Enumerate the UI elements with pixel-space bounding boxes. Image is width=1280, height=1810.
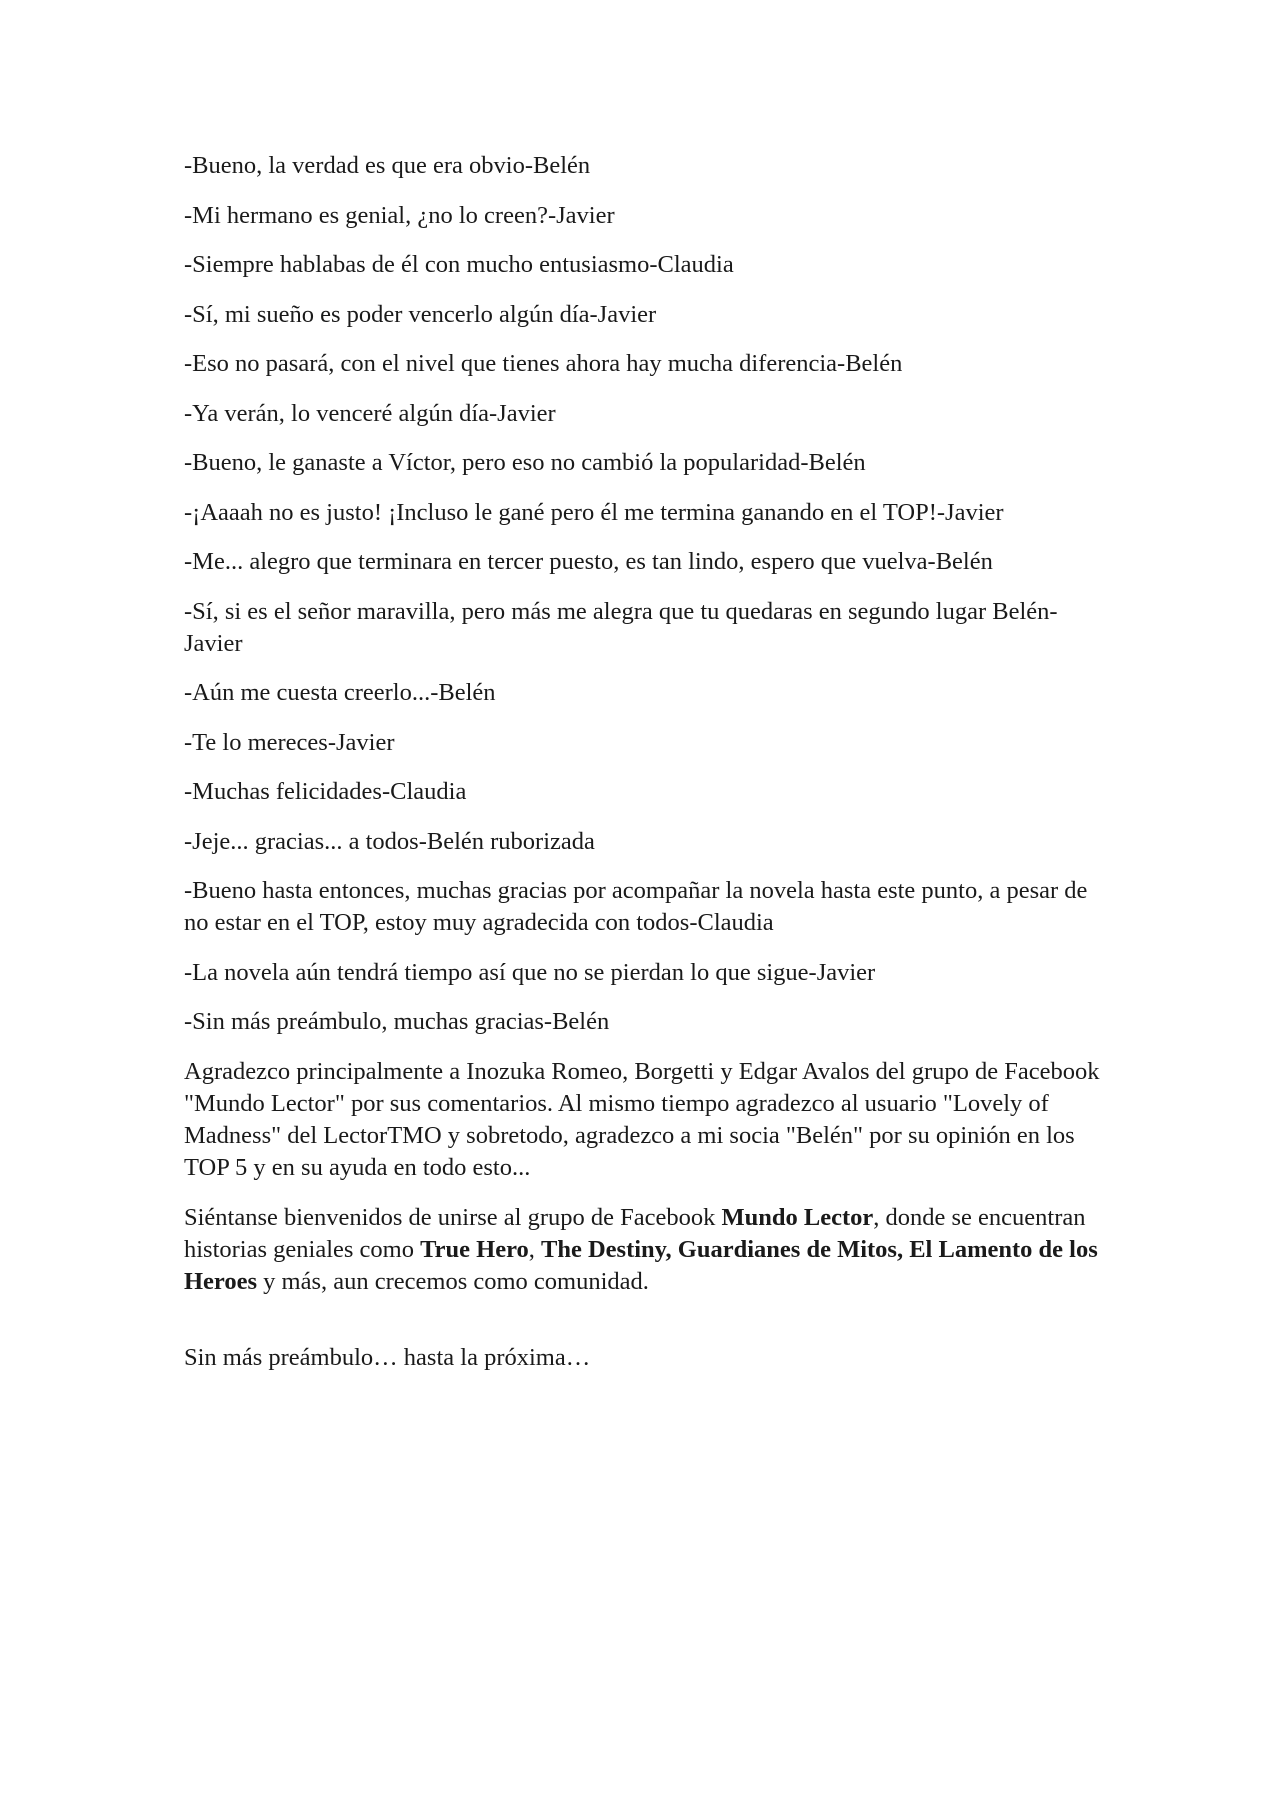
invitation-text: y más, aun crecemos como comunidad. (257, 1267, 649, 1295)
dialogue-line: -Eso no pasará, con el nivel que tienes ahora hay mucha diferencia-Belén (184, 350, 903, 377)
acknowledgement-paragraph: Agradezco principalmente a Inozuka Romeo, Borgetti y Edgar Avalos del grupo de Facebook "Mundo Lector" por sus comentarios. Al mismo tiempo agradezco al usuario "Lovely of Madness" del LectorTMO y sobretodo, agradezco a mi socia "Belén" por su opinión en los TOP 5 y en su ayuda en todo esto... (184, 1057, 1100, 1181)
dialogue-line: -Aún me cuesta creerlo...-Belén (184, 679, 496, 706)
group-name: Mundo Lector (721, 1203, 874, 1231)
dialogue-line: -Me... alegro que terminara en tercer puesto, es tan lindo, espero que vuelva-Belén (184, 548, 993, 575)
dialogue-section (184, 150, 1114, 1038)
dialogue-line: -Bueno hasta entonces, muchas gracias por acompañar la novela hasta este punto, a pesar de no estar en el TOP, estoy muy agradecida con todos-Claudia (184, 877, 1088, 936)
invitation-text: , (528, 1235, 541, 1263)
dialogue-line: -Bueno, le ganaste a Víctor, pero eso no cambió la popularidad-Belén (184, 449, 866, 476)
invitation-text: Siéntanse bienvenidos de unirse al grupo de Facebook (184, 1203, 722, 1231)
dialogue-line: -Sin más preámbulo, muchas gracias-Belén (184, 1008, 610, 1035)
closing-line: Sin más preámbulo… hasta la próxima… (184, 1343, 591, 1371)
dialogue-line: -Bueno, la verdad es que era obvio-Belén (184, 152, 591, 179)
dialogue-line: -Sí, mi sueño es poder vencerlo algún día-Javier (184, 300, 657, 328)
story-title: True Hero (420, 1235, 529, 1263)
invitation-text: , donde se encuentran historias geniales como (184, 1203, 1086, 1263)
dialogue-line: -La novela aún tendrá tiempo así que no se pierdan lo que sigue-Javier (184, 958, 876, 986)
document-body (184, 150, 1114, 1392)
dialogue-line: -Jeje... gracias... a todos-Belén ruborizada (184, 827, 595, 855)
dialogue-line: -Siempre hablabas de él con mucho entusiasmo-Claudia (184, 251, 734, 278)
dialogue-line: -Sí, si es el señor maravilla, pero más me alegra que tu quedaras en segundo lugar Belén-Javier (184, 597, 1058, 657)
dialogue-line: -Mi hermano es genial, ¿no lo creen?-Javier (184, 201, 615, 229)
invitation-paragraph (184, 1202, 1114, 1298)
story-titles: The Destiny, Guardianes de Mitos, El Lamento de los Heroes (184, 1235, 1098, 1295)
dialogue-line: -Ya verán, lo venceré algún día-Javier (184, 399, 556, 427)
dialogue-line: -¡Aaaah no es justo! ¡Incluso le gané pero él me termina ganando en el TOP!-Javier (184, 498, 1004, 526)
dialogue-line: -Muchas felicidades-Claudia (184, 778, 467, 805)
dialogue-line: -Te lo mereces-Javier (184, 728, 395, 756)
